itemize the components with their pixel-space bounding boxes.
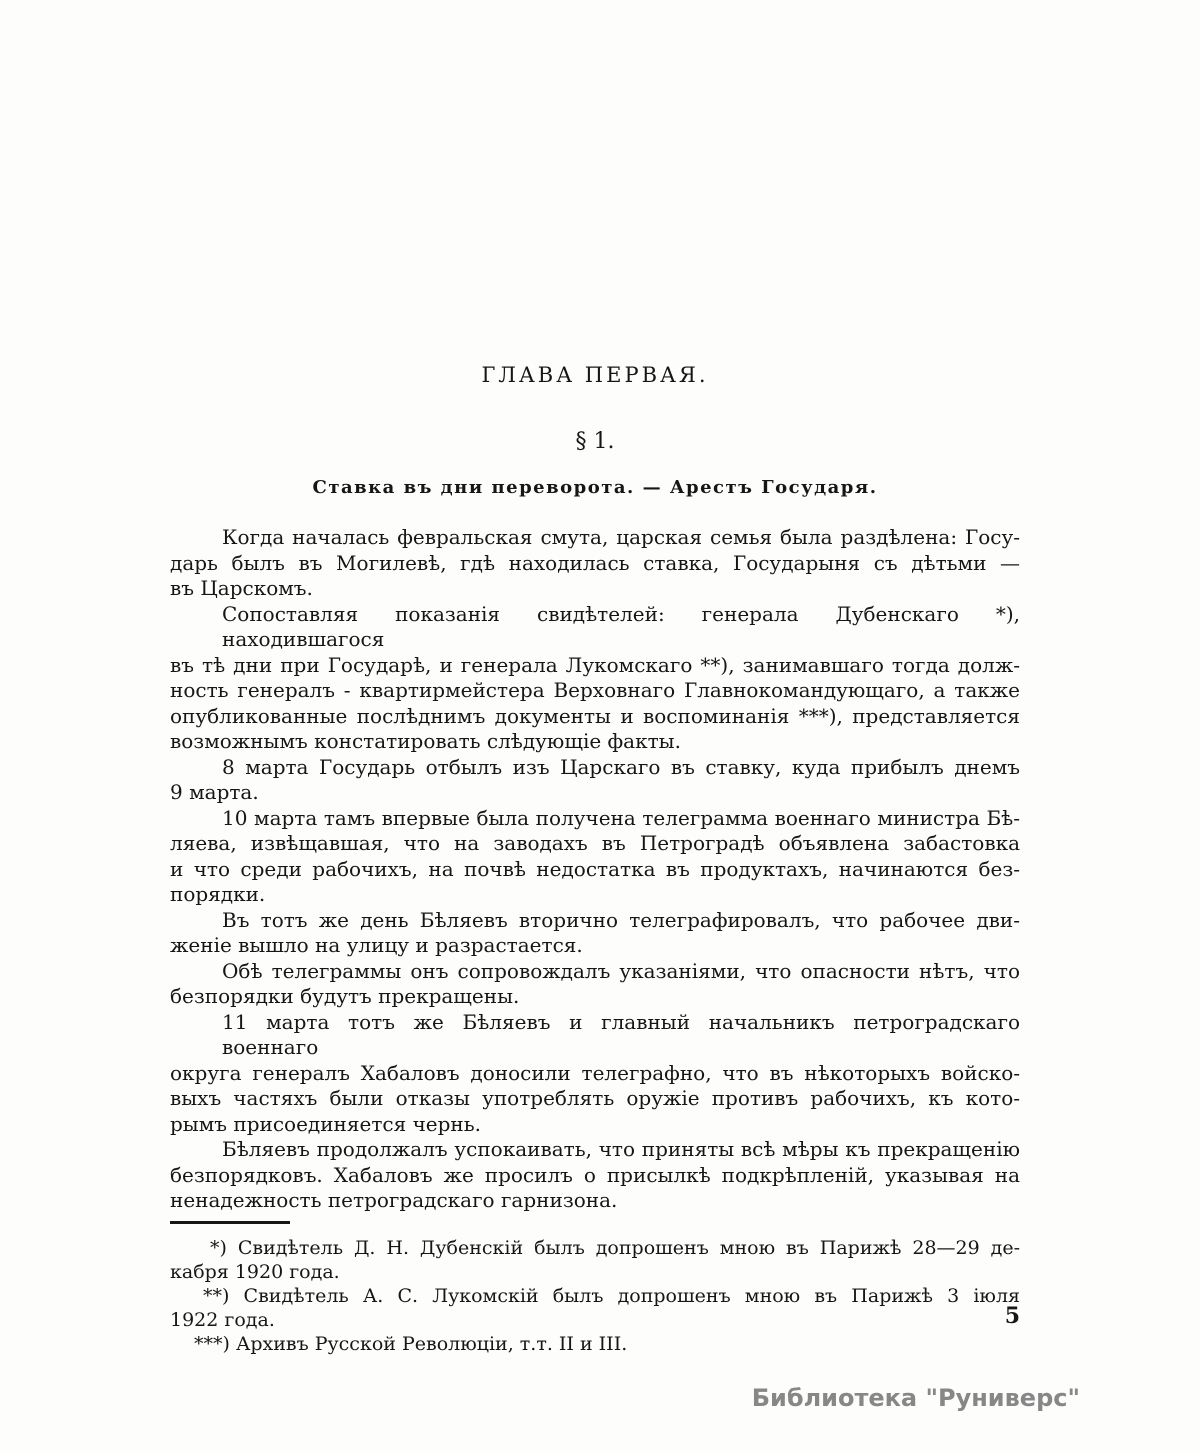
text-line: въ Царскомъ. (170, 576, 313, 600)
body-text (170, 525, 1020, 1214)
text-line: кабря 1920 года. (170, 1260, 340, 1283)
text-line: 8 марта Государь отбылъ изъ Царскаго въ ставку, куда прибылъ днемъ (222, 754, 1020, 779)
text-line: округа генералъ Хабаловъ доносили телеграфно, что въ нѣкоторыхъ войско- (170, 1060, 1020, 1085)
text-line: возможнымъ констатировать слѣдующіе факты. (170, 729, 681, 753)
text-line: ненадежность петроградскаго гарнизона. (170, 1188, 618, 1212)
section-mark: § 1. (575, 429, 615, 454)
text-line: выхъ частяхъ были отказы употреблять оружіе противъ рабочихъ, къ кото- (170, 1086, 1020, 1110)
text-column (170, 362, 1020, 1356)
text-line: въ тѣ дни при Государѣ, и генерала Лукомскаго **), занимавшаго тогда долж- (170, 652, 1020, 677)
paragraph (170, 755, 1020, 806)
text-line: Бѣляевъ продолжалъ успокаивать, что приняты всѣ мѣры къ прекращенію (222, 1137, 1020, 1161)
paragraph (170, 525, 1020, 602)
paragraph (170, 1010, 1020, 1138)
paragraph (170, 959, 1020, 1010)
paragraph (170, 908, 1020, 959)
footnote (170, 1236, 1020, 1284)
text-line: 11 марта тотъ же Бѣляевъ и главный начальникъ петроградскаго военнаго (222, 1009, 1020, 1059)
text-line: безпорядковъ. Хабаловъ же просилъ о присылкѣ подкрѣпленій, указывая на (170, 1162, 1020, 1187)
text-line: ность генералъ - квартирмейстера Верховнаго Главнокомандующаго, а также (170, 678, 1020, 702)
text-line: Когда началась февральская смута, царская семья была раздѣлена: Госу- (222, 525, 1020, 549)
text-line: порядки. (170, 882, 266, 906)
text-line: рымъ присоединяется чернь. (170, 1111, 482, 1136)
section-subtitle: Ставка въ дни переворота. — Арестъ Государя. (312, 477, 878, 498)
text-line: 10 марта тамъ впервые была получена телеграмма военнаго министра Бѣ- (222, 805, 1020, 830)
footnotes (170, 1236, 1020, 1356)
paragraph (170, 602, 1020, 755)
text-line: **) Свидѣтель А. С. Лукомскій былъ допрошенъ мною въ Парижѣ 3 іюля (203, 1284, 1020, 1307)
paragraph (170, 1137, 1020, 1214)
text-line: 9 марта. (170, 780, 259, 804)
text-line: *) Свидѣтель Д. Н. Дубенскій былъ допрошенъ мною въ Парижѣ 28—29 де- (210, 1236, 1020, 1259)
text-line: опубликованные послѣднимъ документы и воспоминанія ***), представляется (170, 703, 1020, 728)
text-line: и что среди рабочихъ, на почвѣ недостатка въ продуктахъ, начинаются без- (170, 856, 1020, 881)
text-line: женіе вышло на улицу и разрастается. (170, 933, 583, 957)
footnote (170, 1284, 1020, 1332)
text-line: безпорядки будутъ прекращены. (170, 984, 520, 1008)
footnote (170, 1332, 1020, 1356)
text-line: 1922 года. (170, 1308, 275, 1331)
text-line: Обѣ телеграммы онъ сопровождалъ указаніями, что опасности нѣтъ, что (222, 958, 1020, 983)
text-line: ***) Архивъ Русской Революціи, т.т. II и III. (194, 1332, 628, 1355)
page-number: 5 (1004, 1303, 1020, 1329)
library-watermark: Библиотека "Руниверс" (751, 1384, 1080, 1412)
text-line: ляева, извѣщавшая, что на заводахъ въ Петроградѣ объявлена забастовка (170, 831, 1020, 855)
text-line: дарь былъ въ Могилевѣ, гдѣ находилась ставка, Государыня съ дѣтьми — (170, 550, 1020, 575)
chapter-title: ГЛАВА ПЕРВАЯ. (481, 363, 709, 387)
paragraph (170, 806, 1020, 908)
footnote-separator (170, 1221, 290, 1224)
text-line: Въ тотъ же день Бѣляевъ вторично телеграфировалъ, что рабочее дви- (222, 907, 1020, 932)
text-line: Сопоставляя показанія свидѣтелей: генерала Дубенскаго *), находившагося (222, 601, 1020, 651)
